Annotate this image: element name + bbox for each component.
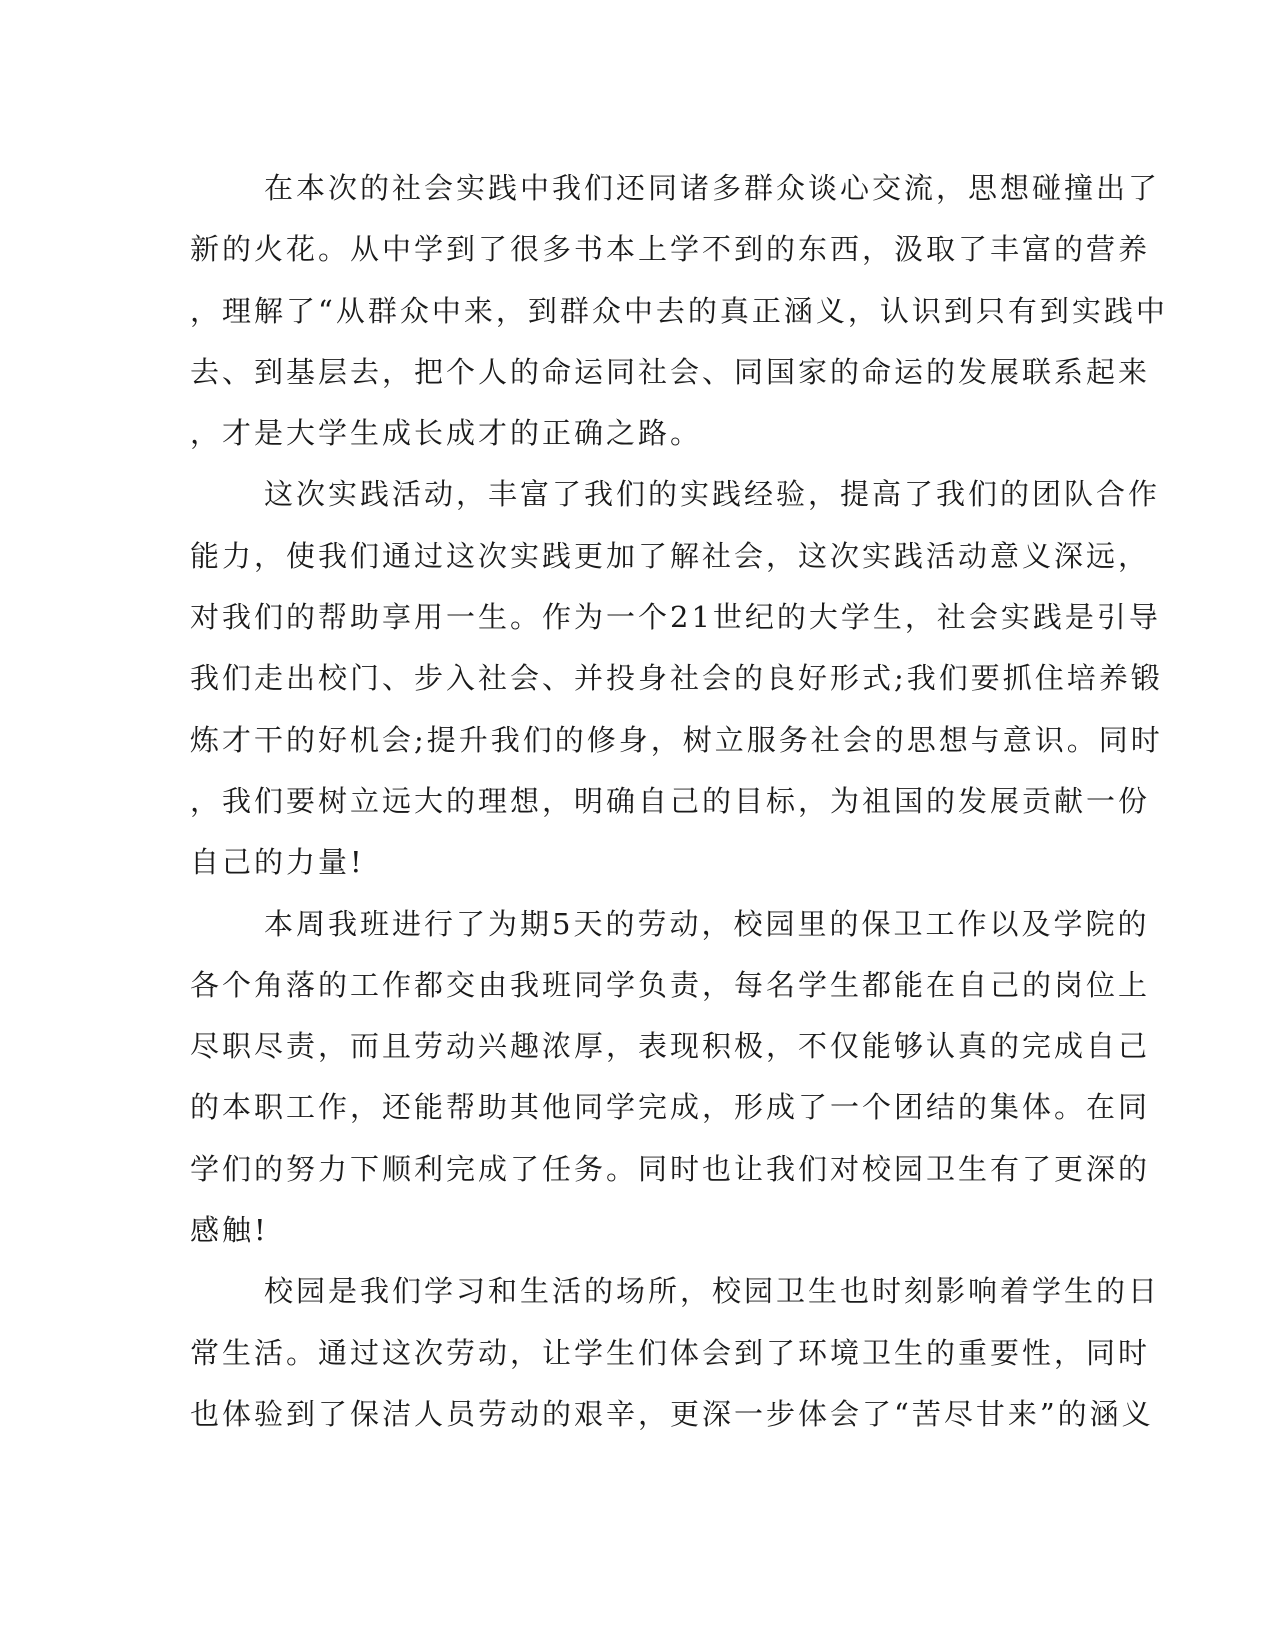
text-line: 能力，使我们通过这次实践更加了解社会，这次实践活动意义深远， <box>190 538 1151 573</box>
text-line: ，我们要树立远大的理想，明确自己的目标，为祖国的发展贡献一份 <box>190 783 1151 818</box>
text-line: 这次实践活动，丰富了我们的实践经验，提高了我们的团队合作 <box>264 477 1161 512</box>
paragraph-1 <box>190 158 1168 464</box>
text-line: 新的火花。从中学到了很多书本上学不到的东西，汲取了丰富的营养 <box>190 232 1151 267</box>
text-line: 炼才干的好机会;提升我们的修身，树立服务社会的思想与意识。同时 <box>190 722 1163 757</box>
paragraph-2 <box>190 464 1163 893</box>
text-line: 感触! <box>190 1213 269 1248</box>
text-line: 各个角落的工作都交由我班同学负责，每名学生都能在自己的岗位上 <box>190 967 1151 1002</box>
text-line: 我们走出校门、步入社会、并投身社会的良好形式;我们要抓住培养锻 <box>190 661 1163 696</box>
text-line: 也体验到了保洁人员劳动的艰辛，更深一步体会了“苦尽甘来”的涵义 <box>190 1396 1154 1431</box>
text-line: 自己的力量! <box>190 845 365 880</box>
body-text <box>190 158 1168 1445</box>
text-line: 去、到基层去，把个人的命运同社会、同国家的命运的发展联系起来 <box>190 354 1151 389</box>
text-line: 学们的努力下顺利完成了任务。同时也让我们对校园卫生有了更深的 <box>190 1151 1151 1186</box>
text-line: ，才是大学生成长成才的正确之路。 <box>190 416 703 451</box>
paragraph-3 <box>190 894 1151 1262</box>
text-line: 在本次的社会实践中我们还同诸多群众谈心交流，思想碰撞出了 <box>264 171 1161 205</box>
text-line: 校园是我们学习和生活的场所，校园卫生也时刻影响着学生的日 <box>264 1274 1161 1309</box>
text-line: 尽职尽责，而且劳动兴趣浓厚，表现积极，不仅能够认真的完成自己 <box>190 1029 1151 1064</box>
text-line: 常生活。通过这次劳动，让学生们体会到了环境卫生的重要性，同时 <box>190 1335 1151 1370</box>
text-line: 本周我班进行了为期5天的劳动，校园里的保卫工作以及学院的 <box>264 906 1150 941</box>
paragraph-4 <box>190 1261 1161 1445</box>
text-line: ，理解了“从群众中来，到群众中去的真正涵义，认识到只有到实践中 <box>190 293 1168 328</box>
text-line: 对我们的帮助享用一生。作为一个21世纪的大学生，社会实践是引导 <box>190 600 1161 635</box>
text-line: 的本职工作，还能帮助其他同学完成，形成了一个团结的集体。在同 <box>190 1090 1151 1125</box>
